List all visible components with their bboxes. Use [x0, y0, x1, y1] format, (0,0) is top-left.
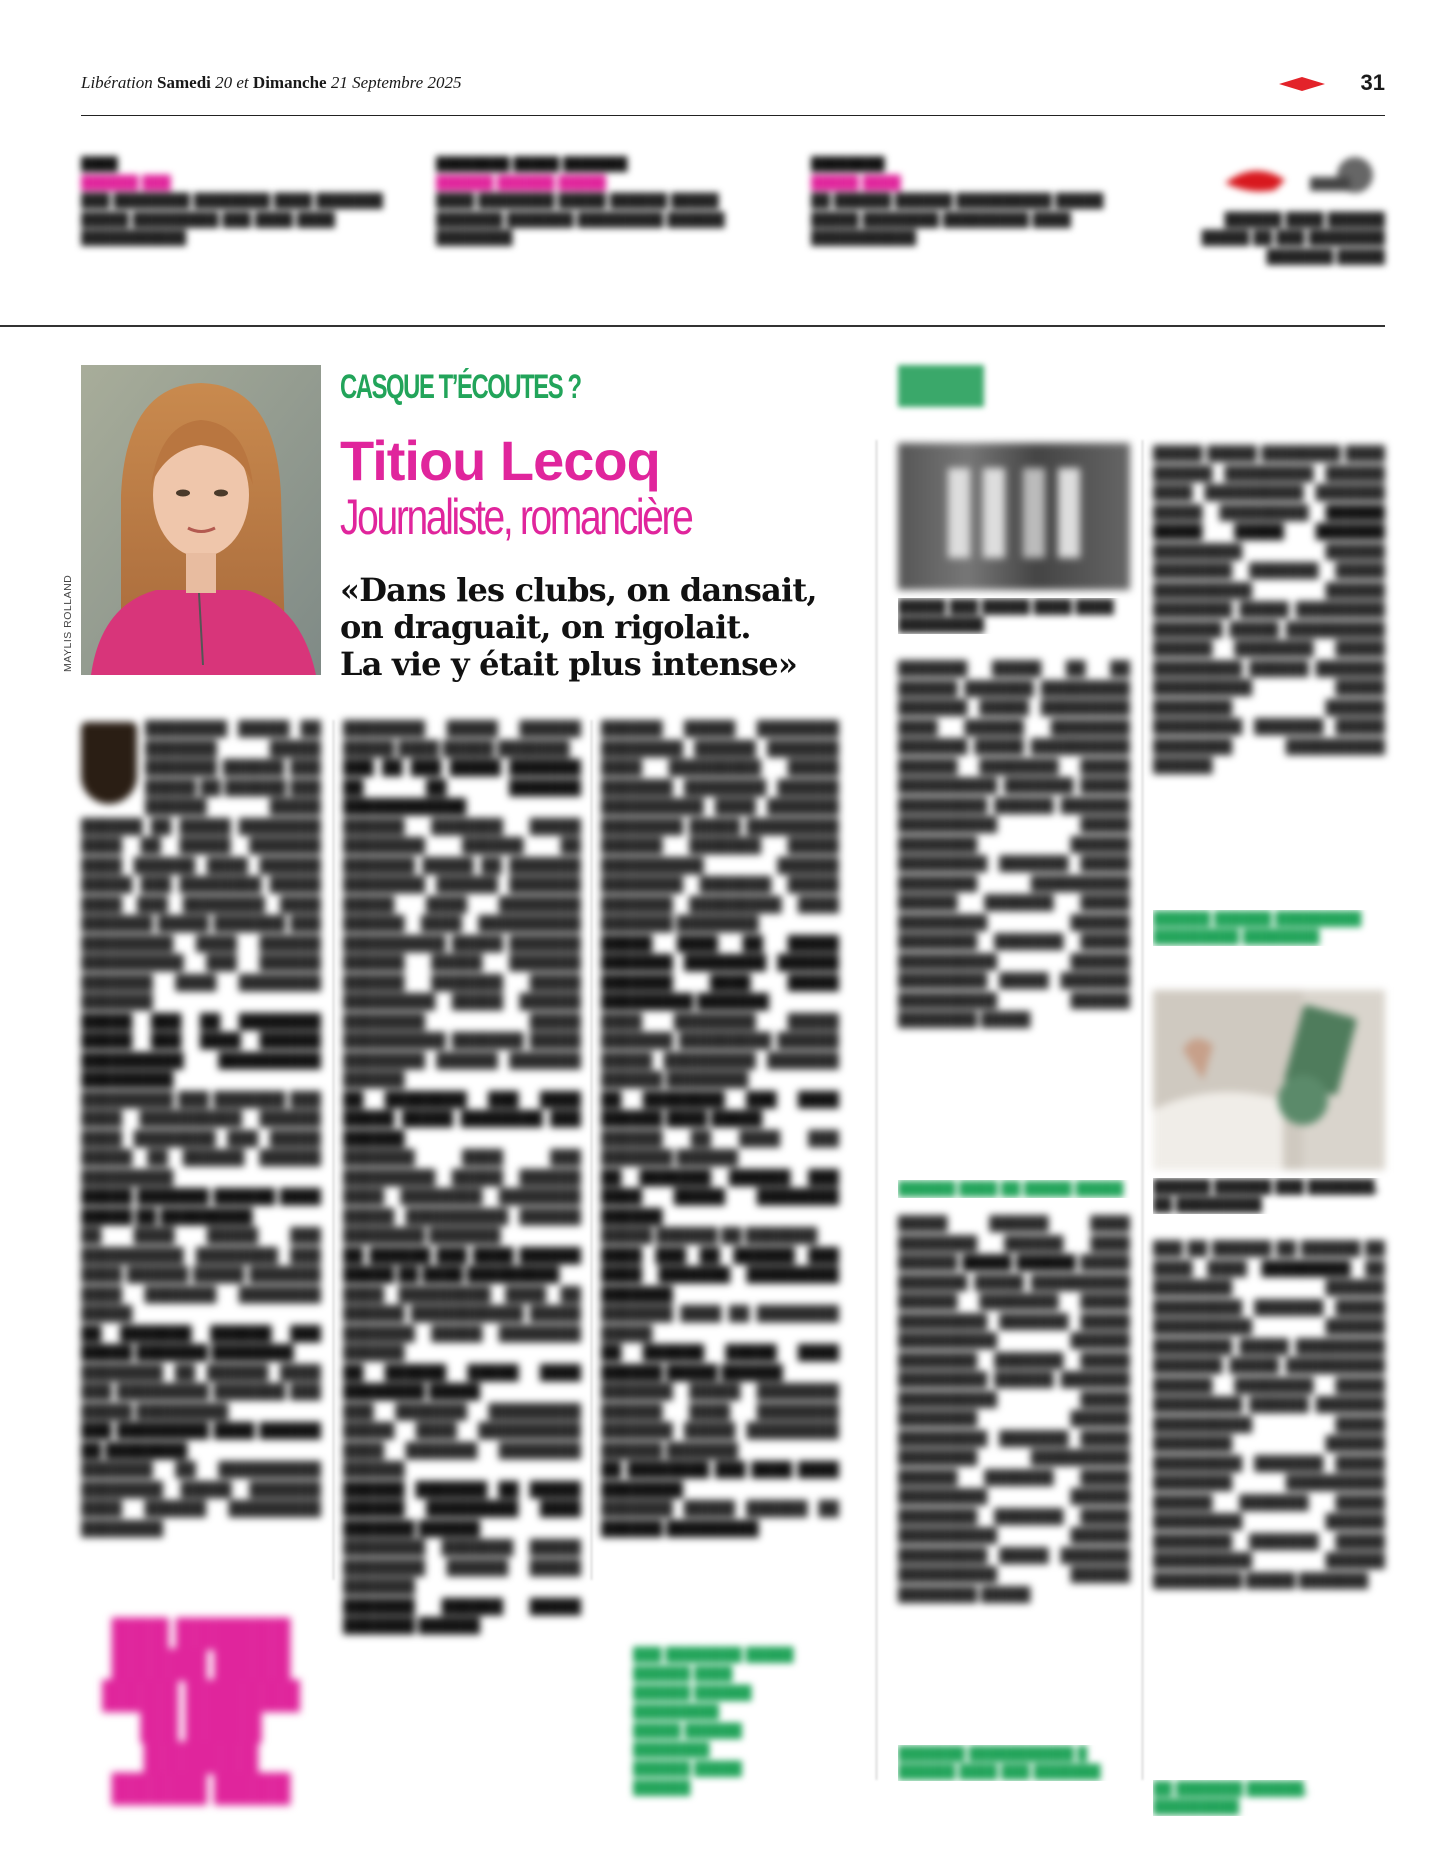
- interviewee-name: Titiou Lecoq: [340, 429, 660, 492]
- publication-name: Libération: [81, 73, 153, 92]
- headline-quote-line-1: «Dans les clubs, on dansait,: [340, 571, 817, 609]
- headline-quote: [340, 572, 840, 683]
- portrait-photo: [81, 365, 321, 675]
- article-column-1: ████████ █████ ██ ███████ █████ ███████ ██████ ███ █████ ██ ██████ ███ ██████ █████ ██████ ██ █████ ████████ ████ ██ █████ ███████ ████ ██████ ████ ██████ █████ ███ ████████ █████ ████ ███ ████████ ████ ███████ █████ ███████ ███ █████████ ████ ██████ ██████████ ███ ██████ ███████ ████ ████████ ███████ █████ ███ ██ ████████ █████ ███ ████ ██████ ██████████ ██████████ █████████ █████████ ███ ███████ ███ ████ ██████████ ██████ ████ ████████ ███ █████ █████ ██ ██████ ██████ █████████ █████ ███████ ██████ ████ █████ ██ █████████ ██ ████ █████ ███ ██████████ ████████ ███ ████ ██████ █████ ███████ ████ ███████ ████████ █████ ██ ███████ ██████ ███ █████ ███████ ████████ ████████ ██ ██████ ████ ███ █████████ ███████ ███ █████ █████████ ███ █████████ ████ ██████ ██ ████████ ███████ ██ ██████████ ████████ █████ ███████ ████ ██████ █████████ ████████: [81, 721, 321, 1537]
- right-col-1-link-2: ███████ ███████████ █ ██████ ████ ███ ███████: [898, 1746, 1101, 1779]
- photo-credit: MAYLIS ROLLAND: [62, 574, 74, 672]
- teaser-4: ██████ ████ ██████ █████ ██ ███ ████████ ███████ █████: [1195, 155, 1385, 266]
- right-column-1-text-2: █████ ██████ ████ ████████ ██████ ████ ██████ █████ ██████ █████ ███████ █████ ██████████ ██████ ████████ █████ █████████ ███████ █████ ██████████ ██████ ████████ ███████ █████ █████████ ██████ ███████ ██████████ █████ ████████ ██████ █████████ ███████ █████ ████████ ██████████ ██████ ███████ █████ █████████ ██████ ████████ ███████ █████ ██████████ ██████ █████████ █████ ███████ ██████████ ██████ ████████ █████: [898, 1217, 1130, 1603]
- band-photo-caption: █████ ███ █████ ████ ████ █████████: [898, 599, 1114, 632]
- pull-quote: ███ ██████ █████ ████ ████ ██████ ██ ████ ██████ █████ ████: [101, 1618, 301, 1803]
- teaser-2: ████████ █████ ███████ ██████ ██████ █████ ████ ████████ █████ ██████ █████ ███████ ███████ █████████ ██████ ████████: [436, 156, 725, 245]
- column-rule-4: [1142, 440, 1143, 1780]
- teasers-strip: [81, 155, 1385, 290]
- drop-cap: [81, 722, 137, 804]
- header-day2: Dimanche: [252, 73, 327, 92]
- column-rule-1: [333, 720, 334, 1580]
- header-conj: et: [236, 73, 249, 92]
- hand-photo: [1153, 990, 1385, 1170]
- green-info-box: ███ ████████ █████ ██████ ████ ██████ ██████ █████████ █████ ██████ ████████ ██████ █████ ██████: [633, 1647, 794, 1795]
- right-column-2-text-2: ███ ██ ██████ ██ ██████ ██ ████ ████ █████████ ██ ████████ ██████ █████████ ███████ █████ ██████████ ██████ ████████ █████ █████████ ███████ █████ ██████████ ██████ ████████ █████ █████████ ██████ ███████ ██████████ █████ ████████ ██████ █████████ ███████ █████ ████████ ██████████ ██████ ███████ █████ █████████ ██████ ████████ ███████ █████ ██████████ ██████ █████████ █████ ███████: [1153, 1242, 1385, 1589]
- header-dateline: [81, 73, 461, 93]
- teaser-1: ████ ██████ ███ ███ ████████ ████████ ████ ███████ █████ █████████ ███ ████ ████ ███████████: [81, 156, 383, 245]
- right-column-1-text: ███████ █████ ██ ██ ██████ ███████ █████████ ███████ █████ █████████ ████ ██████ ████████ ███████ █████ ██████████ ██████ ████████ █████ ██████████ ███████ █████ █████████ ██████ ███████ ██████████ █████ ████████ ██████ █████████ ███████ █████ ████████ ██████████ ██████ ███████ █████ █████████ ██████ ████████ ███████ █████ ██████████ ██████ █████████ █████ ███████ ██████████ ██████ ████████ █████: [898, 662, 1130, 1028]
- section-kicker: CASQUE T’ÉCOUTES ?: [340, 368, 581, 406]
- page-number: 31: [1360, 70, 1385, 95]
- header-date-rest: 21 Septembre 2025: [330, 73, 462, 92]
- interviewee-role: Journaliste, romancière: [340, 489, 692, 545]
- liberation-diamond-icon: [1279, 77, 1325, 91]
- right-column-2-text: █████ █████ ████████ ████ ██████ █████████ ██████ ████ ██████████ ███████ █████ █████████ ██████ █████ █████ ███████ █████████ ██████ ████████ ███████ █████ ██████████ ██████ ████████ █████ █████████ ███████ █████ ██████████ ██████ ████████ █████ █████████ ██████ ███████ ██████████ █████ ████████ ██████ █████████ ███████ █████ ████████ ██████████ ██████: [1153, 447, 1385, 774]
- header-day1: Samedi: [157, 73, 211, 92]
- teaser-3: ████████ █████ ████ ██ ██████ ██████ ██████████ █████ █████ ████████ █████████ ████ ███████████: [811, 156, 1104, 245]
- column-rule-3: [876, 440, 877, 1780]
- headline-quote-line-3: La vie y était plus intense»: [340, 645, 798, 683]
- article-column-2: ████████ █████ ██████ █████ ████ █████ ███████ ███ ██ ███ █████ ███████ ██ ██ ███████ ████████████ ██████ ███████ █████ ████████ ██████ ██ ███████ █████ ██ ███████ ████████ ██████ ███████ █████ ████ ████████ ██████ ████ ██████████ ██████████ █████ ███████ ██████ █████ ███████ ██████ ███████ █████ █████████ █████ ██████ ████████ █████ ██████████ ███████ █████ ████████ ██████ ███████ ██████ ██ ████████ ███ ████ █████ █████ ████████ ███ ██████ ███████ ████ ███ █████████ █████ ██████ ████ ████████ ████████ █████ ██████████ ██████ ████████ ███████ ██ ██████ ███ ████ ██████ █████ ██ ████ █████████ ████ █████████ ████ ██ ██████ ███████████ █████ ███████ █████ ████████ ██████ ██ ██████ █████ ████ ████████ █████ ███ ███████ █████████ █████ ████ ██████████ ████ ███████ ████████ ██████ ██████ ███████ ██ █████ ██████ █████████ ████ ███████ ██████ ████████ ███████ █████ ████████ ██████ █████ ███████ ███████ ██████ █████ ███████ ██████: [343, 721, 581, 1634]
- headline-quote-line-2: on draguait, on rigolait.: [340, 608, 751, 646]
- right-col-1-link: ██████ ████ ██ █████ █████: [898, 1181, 1124, 1196]
- page-header: [81, 70, 1385, 116]
- band-photo: [898, 443, 1130, 590]
- right-col-2-link-2: ██ ███████ ██████, █████████: [1153, 1781, 1308, 1814]
- hand-photo-caption: ██████ ██████ ███ ███████, ██ █████████: [1153, 1179, 1379, 1212]
- section-divider: [0, 325, 1385, 327]
- section-tag: [898, 365, 984, 407]
- teaser-logo-icon: [1215, 155, 1385, 205]
- column-rule-2: [591, 720, 592, 1580]
- right-col-2-link: ██████ ██████ █████████ █████████ ████████: [1153, 911, 1362, 944]
- header-day1-num: 20: [215, 73, 233, 92]
- article-column-3: ██████ █████ ████████ ████████ ██████ ███████ ████ █████████ █████ ███████ ████████ ██████ ██████████ ████ ███████ ████████ █████ █████████ ██████ ███████ █████ ██████████ ██████ ████████ ███████ █████ ███████ █████████ ████ ███████ ████████ █████ ████ ██ █████ ███████ ████████ ██████ ███████ ████ █████ █████████ ███████ ████ ████████ █████ ███████ █████████ ██████ █████ █████████ ███████ ██████ ████████ ██ ████████ ███ ████ ██████ ████ █████ ██████ ██ ████ ███ ███████ ██████ ██ ███████ ██████ ███ ████ █████ ████████ ██████ █████ ██████ ██ ███████ ████ ███ ██ ██████ ███ ████ ███████ █████████ ███████ ███████ ████ ██ ████████ █████ ██ ██████ █████ ████ ██████ █████ ██████ ███████ █████ ████████ ██████ ████ ████████ ███████ █████ █████████ ██████ ███████ ██ ████████ ███ ████ ████ ████████ ███████ █████ ██████ ██ ██████ █████████: [601, 721, 839, 1537]
